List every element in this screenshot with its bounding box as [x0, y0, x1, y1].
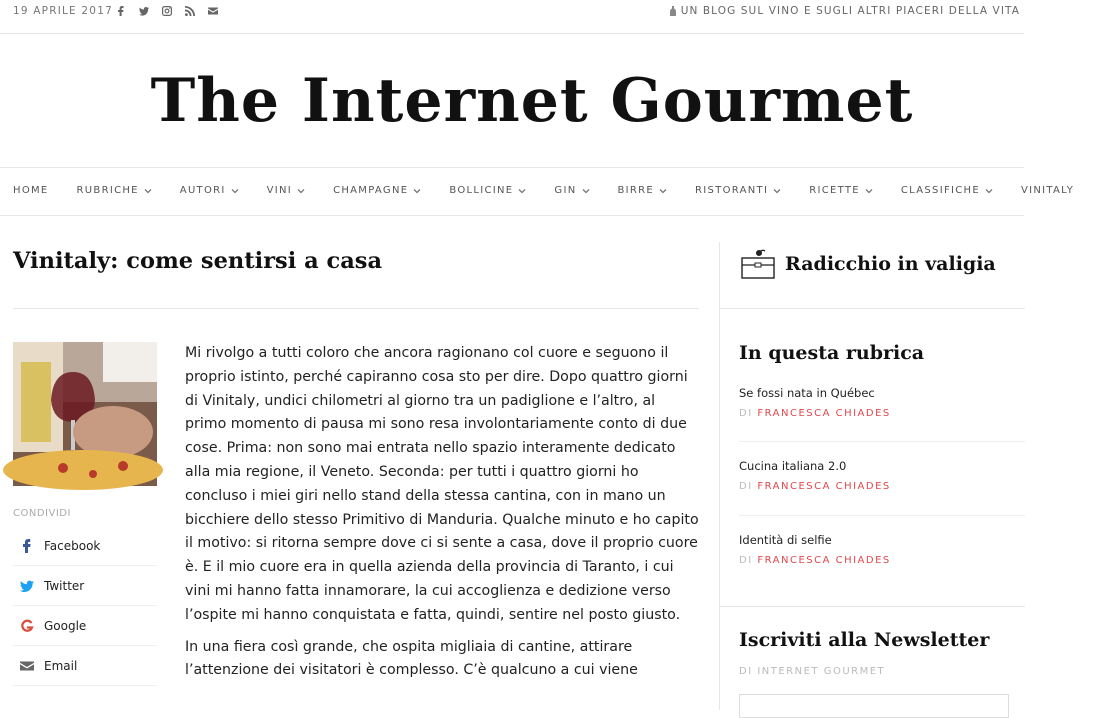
post-title[interactable]: Identità di selfie [739, 533, 832, 547]
rubrica-post[interactable] [739, 533, 1025, 566]
chevron-down-icon [865, 188, 873, 194]
share-label: CONDIVIDI [13, 508, 71, 519]
rubrica-post[interactable] [739, 386, 1025, 419]
nav-item-label: BIRRE [617, 185, 655, 196]
nav-item-bollicine[interactable] [449, 185, 526, 196]
nav-item-label: VINI [266, 185, 293, 196]
social-links [114, 4, 219, 17]
current-date: 19 APRILE 2017 [13, 5, 113, 17]
nav-item-champagne[interactable] [333, 185, 421, 196]
nav-item-label: HOME [13, 185, 49, 196]
nav-item-gin[interactable] [554, 185, 589, 196]
tagline-text: UN BLOG SUL VINO E SUGLI ALTRI PIACERI DELLA VITA [680, 5, 1020, 17]
rubrica-header[interactable] [740, 248, 996, 280]
twitter-icon[interactable] [137, 4, 150, 17]
sidebar [719, 242, 1024, 710]
chevron-down-icon [144, 188, 152, 194]
nav-item-classifiche[interactable] [901, 185, 993, 196]
divider [720, 308, 1025, 309]
share-label-google: Google [44, 618, 87, 633]
nav-item-autori[interactable] [180, 185, 239, 196]
email-icon [20, 659, 34, 673]
chevron-down-icon [297, 188, 305, 194]
chevron-down-icon [659, 188, 667, 194]
chevron-down-icon [231, 188, 239, 194]
by-prefix: DI [739, 555, 753, 566]
newsletter-email-input[interactable] [739, 694, 1009, 718]
post-author[interactable]: FRANCESCA CHIADES [757, 555, 891, 566]
nav-item-vini[interactable] [267, 185, 305, 196]
chevron-down-icon [582, 188, 590, 194]
site-logo[interactable]: The Internet Gourmet [150, 66, 914, 136]
twitter-icon [20, 579, 34, 593]
wine-bottle-icon [669, 6, 677, 16]
share-label-facebook: Facebook [44, 538, 101, 553]
nav-item-label: RICETTE [809, 185, 860, 196]
nav-item-vinitaly[interactable] [1021, 185, 1074, 196]
in-rubrica-title: In questa rubrica [739, 342, 925, 364]
top-bar [0, 0, 1024, 34]
share-email-button[interactable] [13, 646, 157, 686]
post-title[interactable]: Se fossi nata in Québec [739, 386, 875, 400]
share-twitter-button[interactable] [13, 566, 157, 606]
chevron-down-icon [773, 188, 781, 194]
nav-item-home[interactable] [13, 185, 49, 196]
post-author[interactable]: FRANCESCA CHIADES [757, 408, 891, 419]
facebook-icon[interactable] [114, 4, 127, 17]
post-title[interactable]: Cucina italiana 2.0 [739, 459, 847, 473]
nav-item-label: AUTORI [179, 185, 226, 196]
facebook-icon [20, 539, 34, 553]
nav-item-ristoranti[interactable] [695, 185, 781, 196]
divider [739, 515, 1025, 516]
article-body [185, 342, 700, 691]
post-author[interactable]: FRANCESCA CHIADES [757, 481, 891, 492]
by-prefix: DI [739, 481, 753, 492]
nav-item-birre[interactable] [618, 185, 668, 196]
divider [739, 441, 1025, 442]
header [0, 34, 1024, 168]
nav-item-label: GIN [554, 185, 577, 196]
share-label-twitter: Twitter [44, 578, 85, 593]
newsletter-title: Iscriviti alla Newsletter [739, 629, 990, 651]
nav-item-label: RUBRICHE [76, 185, 139, 196]
article-paragraph: Mi rivolgo a tutti coloro che ancora ragionano col cuore e seguono il proprio istinto, perché capiranno cosa sto per dire. Dopo quattro giorni di Vinitaly, undici chilometri al giorno tra un padiglione e l’altro, al primo momento di pausa mi sono resa involontariamente conto di due cose. Prima: non sono mai entrata nello spazio interamente dedicato alla mia regione, il Veneto. Seconda: per tutti i quattro giorni ho concluso i miei giri nello stand della stessa cantina, con in mano un bicchiere dello stesso Primitivo di Manduria. Qualche minuto e ho capito il motivo: si ritorna sempre dove ci si sente a casa, dove il proprio cuore è. E il mio cuore era in quella azienda della provincia di Taranto, i cui vini mi hanno fatta innamorare, la cui accoglienza e dedizione verso l’ospite mi hanno conquistata e fatta, quindi, sentire nel posto giusto. [185, 345, 699, 623]
divider [13, 308, 699, 309]
nav-item-label: VINITALY [1020, 185, 1075, 196]
article-title: Vinitaly: come sentirsi a casa [13, 248, 383, 274]
chevron-down-icon [518, 188, 526, 194]
google-icon [20, 619, 34, 633]
nav-item-label: BOLLICINE [449, 185, 514, 196]
main-nav [0, 169, 1075, 216]
chevron-down-icon [413, 188, 421, 194]
nav-item-rubriche[interactable] [77, 185, 152, 196]
email-icon[interactable] [206, 4, 219, 17]
by-prefix: DI [739, 408, 753, 419]
rss-icon[interactable] [183, 4, 196, 17]
article-paragraph: In una fiera così grande, che ospita migliaia di cantine, attirare l’attenzione dei visitatori è complesso. C’è qualcuno a cui viene [185, 638, 638, 679]
nav-item-label: RISTORANTI [695, 185, 769, 196]
share-google-button[interactable] [13, 606, 157, 646]
suitcase-icon [740, 248, 776, 280]
instagram-icon[interactable] [160, 4, 173, 17]
divider [720, 606, 1025, 607]
nav-item-label: CLASSIFICHE [900, 185, 980, 196]
rubrica-title: Radicchio in valigia [785, 253, 996, 275]
rubrica-post[interactable] [739, 459, 1025, 492]
share-list [13, 526, 157, 686]
share-label-email: Email [44, 658, 78, 673]
share-facebook-button[interactable] [13, 526, 157, 566]
nav-item-label: CHAMPAGNE [333, 185, 409, 196]
chevron-down-icon [985, 188, 993, 194]
nav-item-ricette[interactable] [809, 185, 873, 196]
site-tagline [669, 5, 1020, 17]
article-thumbnail[interactable] [13, 342, 157, 486]
newsletter-subtitle: DI INTERNET GOURMET [739, 666, 886, 677]
